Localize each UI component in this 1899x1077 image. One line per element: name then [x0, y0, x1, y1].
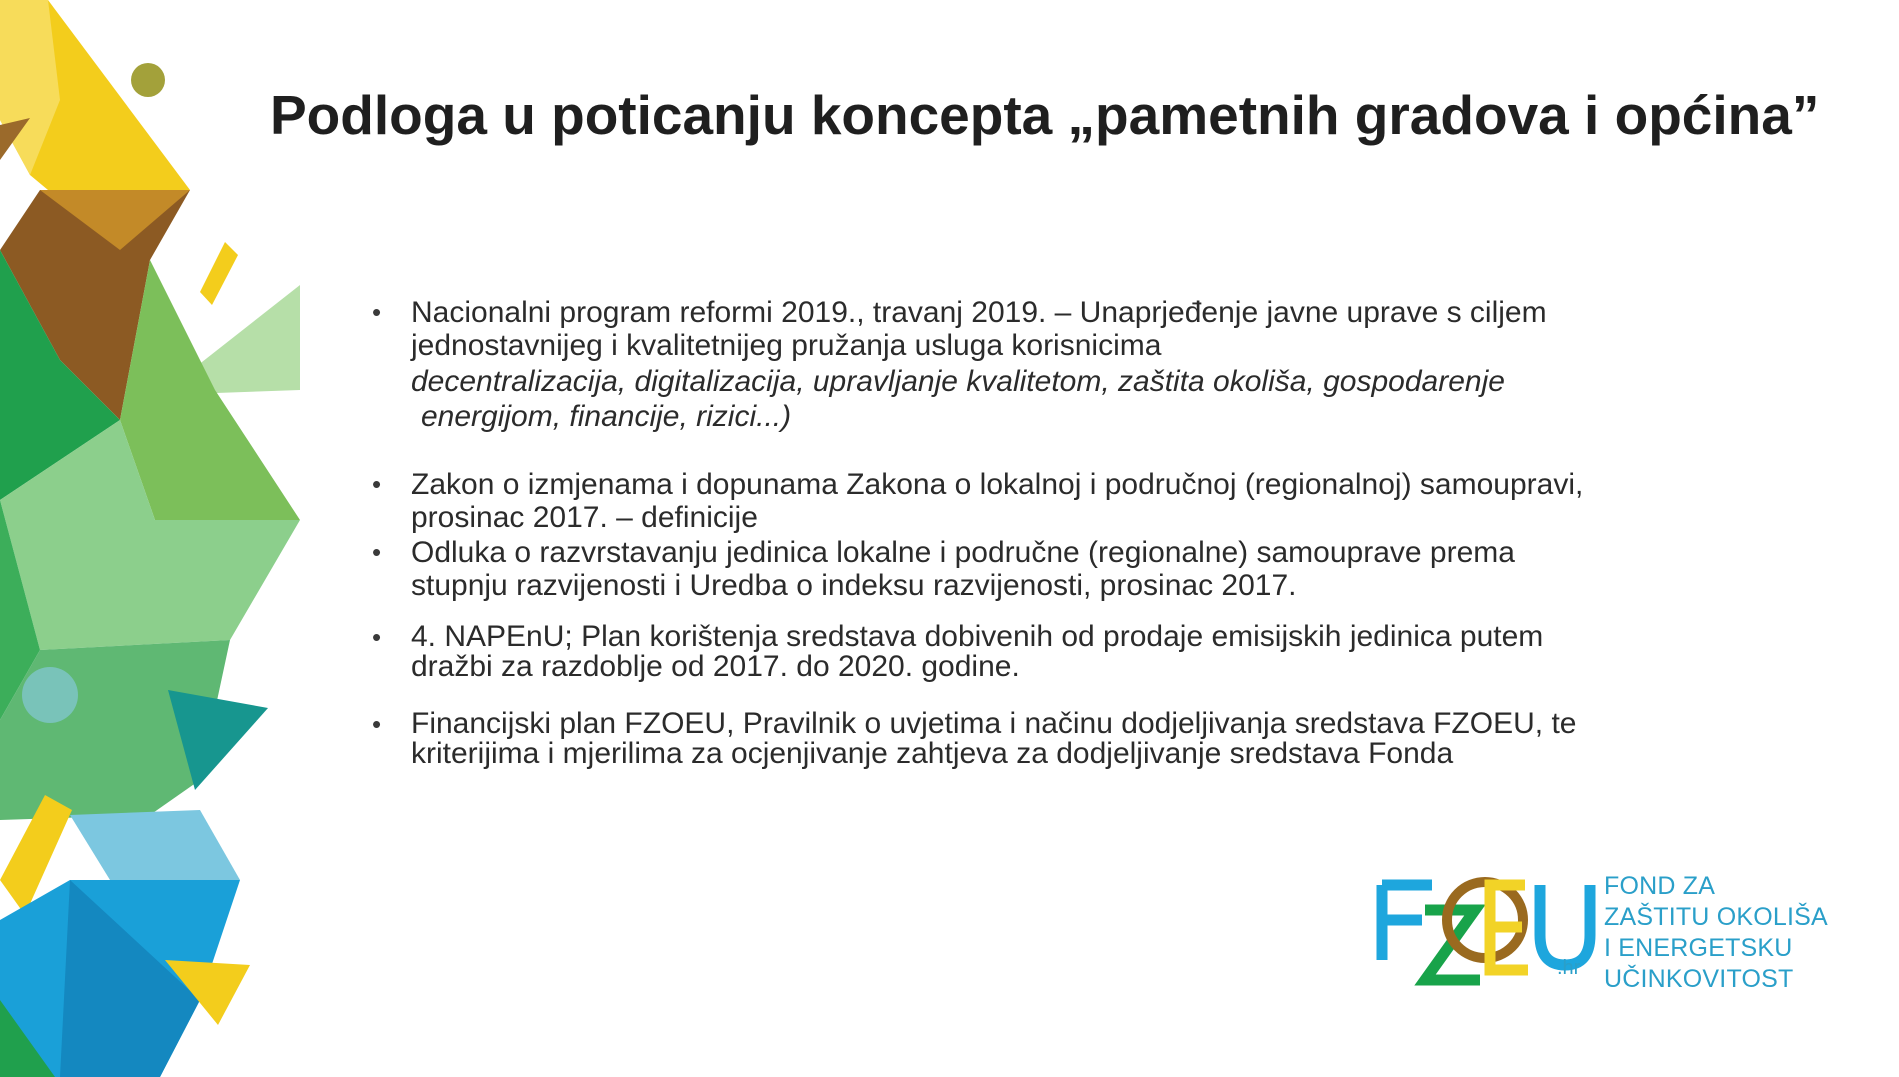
logo-letter-u: [1540, 885, 1590, 965]
bullet-italic-line: decentralizacija, digitalizacija, upravljanje kvalitetom, zaštita okoliša, gospodarenje: [411, 365, 1505, 398]
decorative-polygon-art: [0, 0, 320, 1077]
fzoeu-logo: [1370, 865, 1830, 995]
bullet-line: jednostavnijeg i kvalitetnijeg pružanja usluga korisnicima: [411, 329, 1162, 362]
bullet-line: • 4. NAPEnU; Plan korištenja sredstava dobivenih od prodaje emisijskih jedinica putem: [411, 620, 1544, 653]
slide-title: Podloga u poticanju koncepta „pametnih gradova i općina”: [270, 84, 1820, 146]
logo-domain-suffix: .hr: [1557, 957, 1581, 979]
decor-yellow-slash: [200, 242, 238, 305]
bullet-line: dražbi za razdoblje od 2017. do 2020. godine.: [411, 650, 1020, 683]
bullet-line: • Nacionalni program reformi 2019., travanj 2019. – Unaprjeđenje javne uprave s ciljem: [411, 296, 1547, 329]
decor-light-blue: [70, 810, 240, 880]
logo-letter-f: [1382, 885, 1432, 960]
bullet-item: [370, 296, 1690, 433]
logo-text-line: UČINKOVITOST: [1604, 965, 1794, 993]
bullet-item: [370, 709, 1690, 769]
logo-text-line: I ENERGETSKU: [1604, 934, 1793, 962]
bullet-line: stupnju razvijenosti i Uredba o indeksu razvijenosti, prosinac 2017.: [411, 569, 1297, 602]
logo-text: [1604, 871, 1834, 995]
bullet-item: [370, 536, 1690, 602]
bullet-line: • Zakon o izmjenama i dopunama Zakona o lokalnoj i područnoj (regionalnoj) samoupravi,: [411, 468, 1584, 501]
logo-text-line: ZAŠTITU OKOLIŠA: [1604, 903, 1828, 931]
bullet-item: [370, 468, 1690, 534]
decor-olive-dot: [131, 63, 165, 97]
bullet-line: • Odluka o razvrstavanju jedinica lokalne i područne (regionalne) samouprave prema: [411, 536, 1515, 569]
bullet-line: prosinac 2017. – definicije: [411, 501, 758, 534]
decor-blue-dot: [22, 667, 78, 723]
logo-text-line: FOND ZA: [1604, 872, 1716, 900]
bullet-line: kriterijima i mjerilima za ocjenjivanje zahtjeva za dodjeljivanje sredstava Fonda: [411, 737, 1454, 770]
bullet-item: [370, 622, 1690, 682]
bullet-line: • Financijski plan FZOEU, Pravilnik o uvjetima i načinu dodjeljivanja sredstava FZOEU, te: [411, 707, 1577, 740]
bullet-italic-line: energijom, financije, rizici...): [421, 400, 792, 433]
